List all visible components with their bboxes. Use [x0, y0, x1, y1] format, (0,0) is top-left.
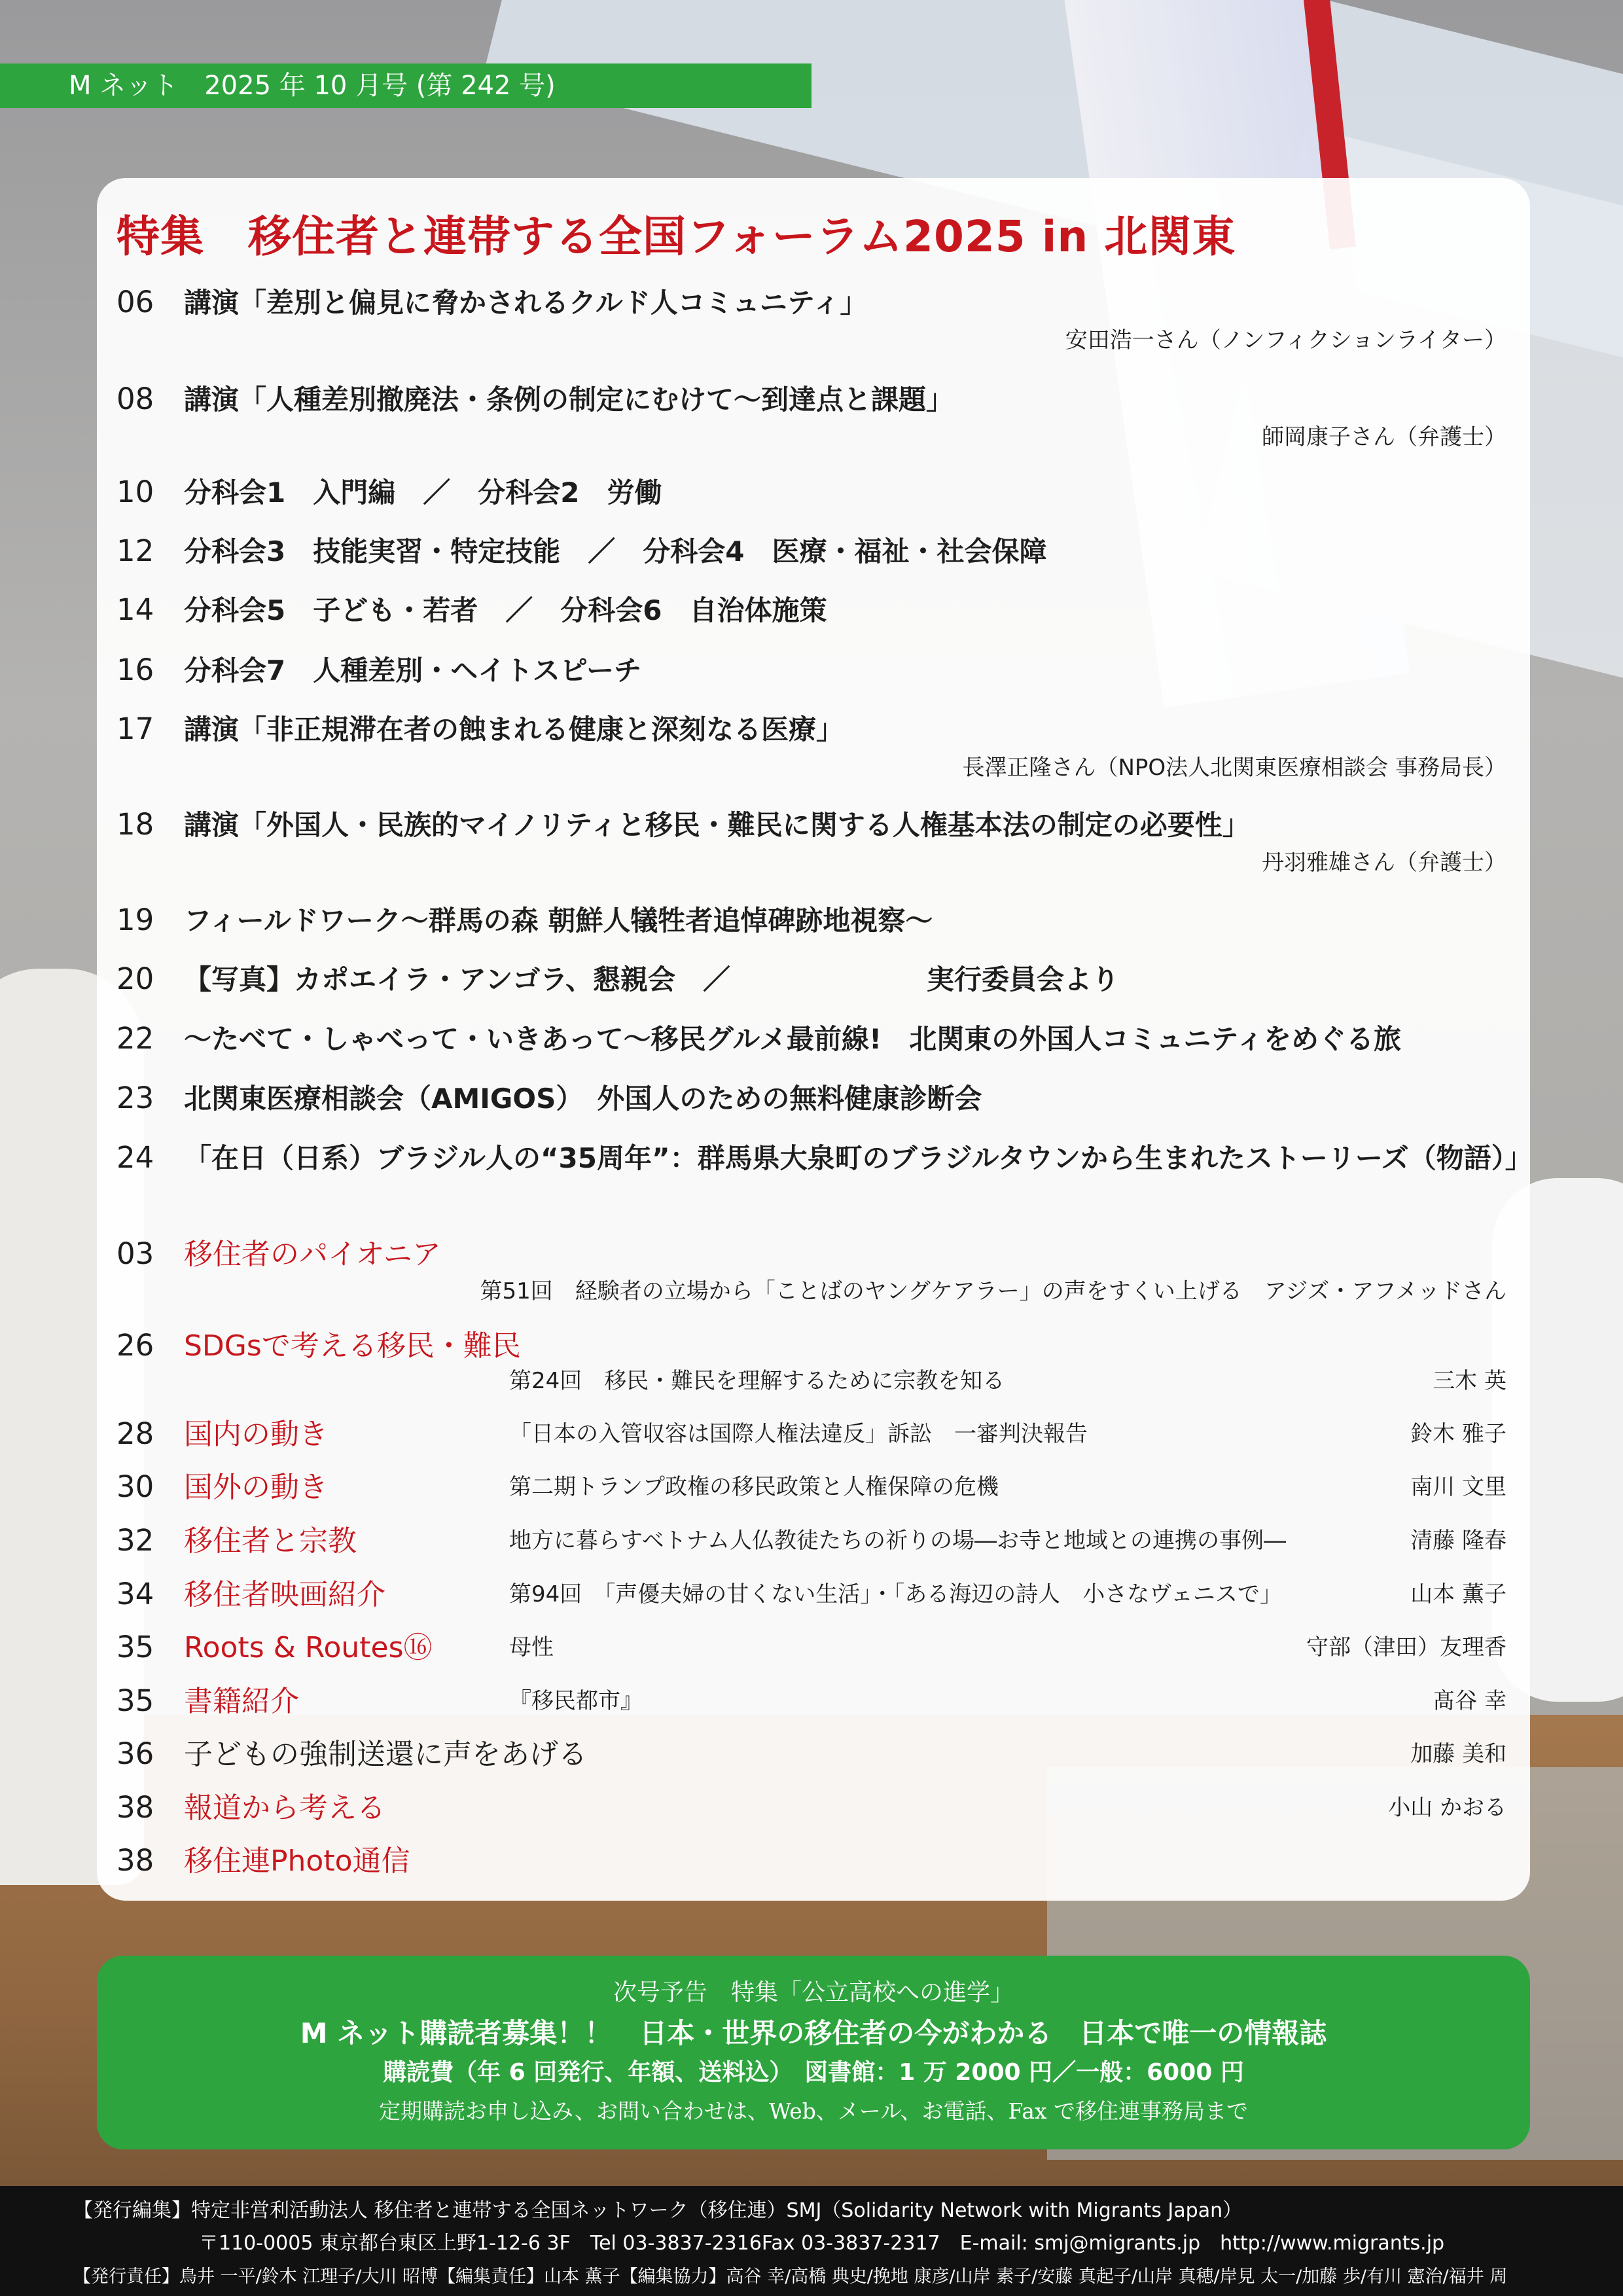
column-title: SDGsで考える移民・難民 [184, 1329, 521, 1363]
column-title: 移住者のパイオニア [184, 1238, 441, 1271]
address-line: 〒110-0005 東京都台東区上野1-12-6 3F Tel 03-3837-2316Fax 03-3837-2317 E-mail: smj@migrants.jp http://www.migrants.jp [199, 2232, 1445, 2255]
column-item [116, 1784, 385, 1826]
column-item [116, 1837, 410, 1879]
page-number: 12 [116, 533, 154, 568]
toc-item [116, 899, 933, 939]
column-item [116, 1517, 357, 1559]
page-number: 38 [116, 1790, 154, 1825]
toc-item [116, 804, 1250, 843]
next-issue-notice: 次号予告 特集「公立高校への進学」 [613, 1979, 1014, 2006]
item-title: 「在日（日系）ブラジル人の“35周年”：群馬県大泉町のブラジルタウンから生まれたストーリーズ（物語）」 [184, 1142, 1533, 1174]
column-description: 第51回 経験者の立場から「ことばのヤングケアラー」の声をすくい上げる アジズ・アフメッドさん [480, 1278, 1507, 1304]
page-number: 10 [116, 475, 154, 509]
item-title: 分科会7 人種差別・ヘイトスピーチ [184, 655, 642, 687]
column-item [116, 1731, 587, 1772]
contact-info: 定期購読お申し込み、お問い合わせは、Web、メール、お電話、Fax で移住連事務局まで [379, 2098, 1248, 2124]
column-item [116, 1463, 328, 1505]
column-title: 子どもの強制送還に声をあげる [184, 1738, 587, 1771]
column-description: 第24回 移民・難民を理解するために宗教を知る [509, 1368, 1005, 1394]
column-item [116, 1230, 441, 1272]
page-number: 19 [116, 903, 154, 937]
toc-item [116, 281, 868, 321]
column-description: 「日本の入管収容は国際人権法違反」訴訟 一審判決報告 [509, 1421, 1088, 1447]
column-description: 第二期トランプ政権の移民政策と人権保障の危機 [509, 1474, 999, 1500]
item-title: フィールドワーク〜群馬の森 朝鮮人犠牲者追悼碑跡地視察〜 [184, 905, 933, 937]
page-number: 34 [116, 1577, 154, 1611]
staff-line: 【発行責任】鳥井 一平/鈴木 江理子/大川 昭博【編集責任】山本 薫子【編集協力】高谷 幸/高橋 典史/挽地 康彦/山岸 素子/安藤 真起子/山岸 真穂/岸見 太一/加藤 歩/有川 憲治/福井 周 [73, 2267, 1508, 2287]
feature-title: 特集 移住者と連帯する全国フォーラム2025 in 北関東 [116, 211, 1236, 262]
column-title: 移住連Photo通信 [184, 1844, 410, 1878]
item-author: 師岡康子さん（弁護士） [1262, 424, 1507, 450]
column-title: Roots & Routes⑯ [184, 1631, 433, 1664]
column-author: 清藤 隆春 [1410, 1528, 1507, 1554]
publisher-footer [0, 2186, 1623, 2296]
column-item [116, 1410, 328, 1452]
item-title: 講演「差別と偏見に脅かされるクルド人コミュニティ」 [184, 287, 868, 319]
item-title-extra: 実行委員会より [926, 963, 1119, 996]
page-number: 35 [116, 1683, 154, 1718]
toc-item [116, 1018, 1401, 1057]
subscriber-recruit: M ネット購読者募集！！ 日本・世界の移住者の今がわかる 日本で唯一の情報誌 [300, 2017, 1327, 2049]
page-number: 26 [116, 1328, 154, 1363]
toc-item [116, 378, 954, 418]
column-description: 地方に暮らすベトナム人仏教徒たちの祈りの場―お寺と地域との連携の事例― [509, 1528, 1286, 1554]
column-item [116, 1322, 521, 1364]
column-title: 移住者映画紹介 [184, 1578, 385, 1611]
page-number: 08 [116, 382, 154, 416]
column-author: 山本 薫子 [1410, 1581, 1507, 1607]
item-title: 分科会3 技能実習・特定技能 ／ 分科会4 医療・福祉・社会保障 [184, 535, 1047, 567]
item-title: 【写真】カポエイラ・アンゴラ、懇親会 ／ [184, 963, 730, 996]
subscription-notice [97, 1956, 1530, 2149]
item-title: 講演「非正規滞在者の蝕まれる健康と深刻なる医療」 [184, 713, 844, 745]
item-author: 安田浩一さん（ノンフィクションライター） [1065, 327, 1507, 353]
column-description: 『移民都市』 [509, 1688, 643, 1714]
column-title: 国内の動き [184, 1418, 328, 1451]
column-description: 母性 [509, 1634, 554, 1660]
page-number: 28 [116, 1416, 154, 1451]
publisher-line: 【発行編集】特定非営利活動法人 移住者と連帯する全国ネットワーク（移住連）SMJ（Solidarity Network with Migrants Japan） [73, 2199, 1243, 2222]
subscription-fee: 購読費（年 6 回発行、年額、送料込） 図書館：1 万 2000 円／一般：6000 円 [383, 2059, 1244, 2086]
toc-item [116, 708, 844, 747]
item-title: 講演「外国人・民族的マイノリティと移民・難民に関する人権基本法の制定の必要性」 [184, 809, 1250, 841]
item-author: 長澤正隆さん（NPO法人北関東医療相談会 事務局長） [962, 755, 1507, 781]
column-title: 書籍紹介 [184, 1685, 299, 1718]
column-author: 三木 英 [1433, 1368, 1507, 1394]
toc-item [116, 958, 1119, 997]
toc-item [116, 1137, 1533, 1176]
page-number: 18 [116, 807, 154, 842]
toc-item [116, 589, 827, 628]
item-title: 講演「人種差別撤廃法・条例の制定にむけて〜到達点と課題」 [184, 384, 954, 416]
column-author: 守部（津田）友理香 [1306, 1634, 1507, 1660]
toc-item [116, 530, 1046, 569]
page-number: 17 [116, 711, 154, 746]
column-author: 加藤 美和 [1410, 1741, 1507, 1767]
column-title: 国外の動き [184, 1471, 328, 1504]
toc-item [116, 1077, 982, 1117]
page-number: 32 [116, 1523, 154, 1558]
item-title: 分科会5 子ども・若者 ／ 分科会6 自治体施策 [184, 594, 827, 626]
page-number: 14 [116, 592, 154, 627]
column-title: 移住者と宗教 [184, 1524, 357, 1558]
page-number: 06 [116, 285, 154, 319]
page-number: 20 [116, 961, 154, 996]
column-item [116, 1624, 433, 1666]
column-title: 報道から考える [184, 1791, 385, 1825]
page-number: 38 [116, 1843, 154, 1878]
column-description: 第94回 「声優夫婦の甘くない生活」・「ある海辺の詩人 小さなヴェニスで」 [509, 1581, 1282, 1607]
page-number: 03 [116, 1236, 154, 1271]
toc-item [116, 649, 641, 689]
column-item [116, 1571, 385, 1613]
page-number: 24 [116, 1140, 154, 1175]
column-author: 鈴木 雅子 [1410, 1421, 1507, 1447]
page-number: 22 [116, 1021, 154, 1056]
page-number: 35 [116, 1630, 154, 1664]
item-title: 北関東医療相談会（AMIGOS） 外国人のための無料健康診断会 [184, 1083, 982, 1115]
page-number: 30 [116, 1469, 154, 1504]
page-number: 16 [116, 653, 154, 687]
page-number: 36 [116, 1736, 154, 1771]
toc-item [116, 471, 662, 511]
item-author: 丹羽雅雄さん（弁護士） [1262, 850, 1507, 876]
issue-header: M ネット 2025 年 10 月号 (第 242 号) [0, 63, 812, 108]
item-title: 〜たべて・しゃべって・いきあって〜移民グルメ最前線! 北関東の外国人コミュニティをめぐる旅 [184, 1023, 1402, 1055]
item-title: 分科会1 入門編 ／ 分科会2 労働 [184, 476, 662, 509]
page-number: 23 [116, 1081, 154, 1115]
column-author: 南川 文里 [1410, 1474, 1507, 1500]
column-author: 小山 かおる [1388, 1795, 1507, 1821]
column-item [116, 1677, 299, 1719]
column-author: 髙谷 幸 [1433, 1688, 1507, 1714]
